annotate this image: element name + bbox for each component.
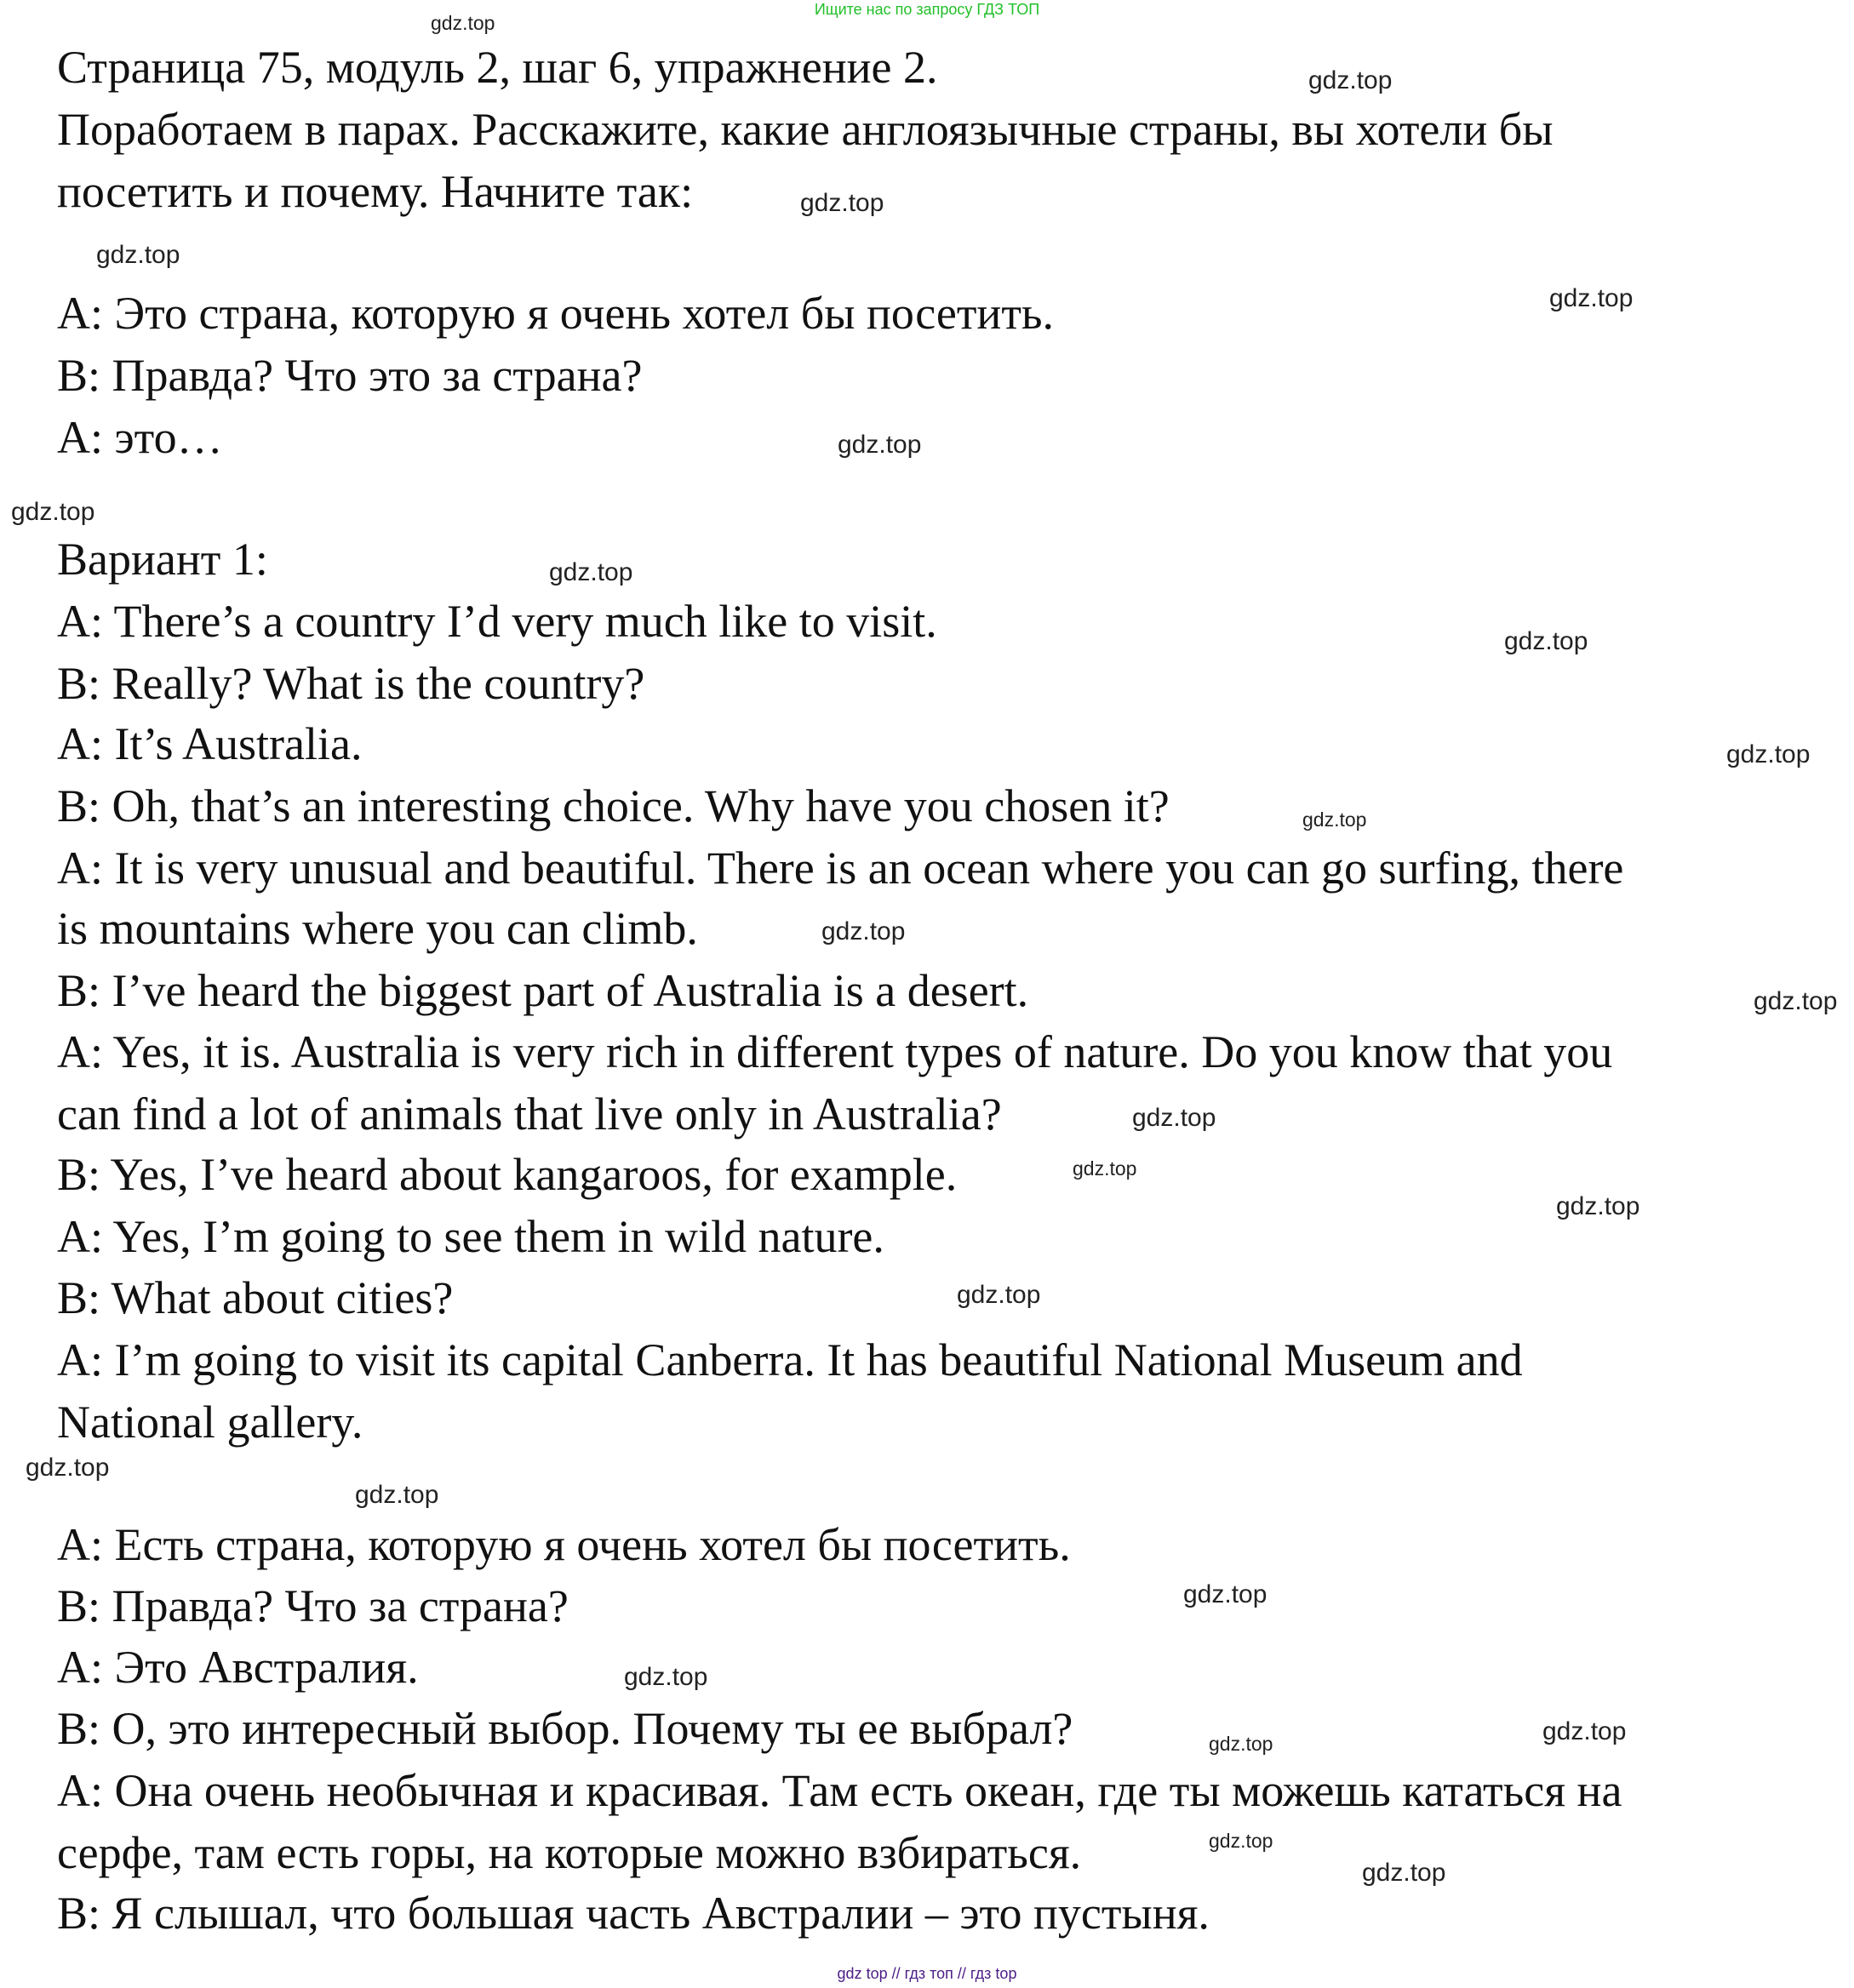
watermark: gdz.top: [1549, 284, 1634, 312]
dialogue-line: B: What about cities?: [57, 1272, 454, 1323]
translation-line: А: Есть страна, которую я очень хотел бы посетить.: [57, 1519, 1071, 1570]
task-text: Поработаем в парах. Расскажите, какие англоязычные страны, вы хотели бы: [57, 104, 1554, 155]
variant-heading: Вариант 1:: [57, 534, 268, 585]
watermark: gdz.top: [800, 189, 884, 217]
dialogue-line: B: Oh, that’s an interesting choice. Why have you chosen it?: [57, 780, 1170, 831]
dialogue-line: A: Yes, it is. Australia is very rich in different types of nature. Do you know that you: [57, 1026, 1613, 1077]
dialogue-line: A: It is very unusual and beautiful. There is an ocean where you can go surfing, there: [57, 843, 1624, 894]
dialogue-line: А: Это страна, которую я очень хотел бы посетить.: [57, 288, 1055, 339]
translation-line: А: Она очень необычная и красивая. Там есть океан, где ты можешь кататься на: [57, 1765, 1622, 1816]
watermark: gdz.top: [1183, 1580, 1267, 1608]
dialogue-line: A: There’s a country I’d very much like to visit.: [57, 596, 937, 647]
watermark: gdz.top: [1132, 1104, 1216, 1132]
watermark: gdz.top: [1362, 1859, 1446, 1887]
watermark: gdz.top: [549, 558, 633, 586]
watermark: gdz.top: [821, 917, 906, 945]
translation-line: А: Это Австралия.: [57, 1642, 419, 1693]
dialogue-line: B: Yes, I’ve heard about kangaroos, for example.: [57, 1149, 958, 1200]
translation-line: В: О, это интересный выбор. Почему ты ее выбрал?: [57, 1703, 1073, 1754]
dialogue-line: National gallery.: [57, 1397, 363, 1448]
task-text: посетить и почему. Начните так:: [57, 166, 694, 217]
watermark: gdz.top: [26, 1454, 110, 1482]
dialogue-line: A: I’m going to visit its capital Canberra. It has beautiful National Museum and: [57, 1334, 1523, 1385]
watermark: gdz.top: [355, 1481, 439, 1509]
watermark: gdz.top: [1754, 987, 1838, 1015]
watermark: gdz.top: [1302, 808, 1367, 831]
watermark: gdz.top: [11, 498, 95, 526]
dialogue-line: А: это…: [57, 412, 223, 463]
watermark: gdz.top: [624, 1663, 708, 1691]
dialogue-line: A: It’s Australia.: [57, 718, 363, 769]
watermark: gdz.top: [1504, 627, 1588, 655]
dialogue-line: В: Правда? Что это за страна?: [57, 350, 643, 401]
translation-line: В: Правда? Что за страна?: [57, 1580, 569, 1631]
exercise-heading: Страница 75, модуль 2, шаг 6, упражнение 2.: [57, 42, 938, 93]
watermark: gdz.top: [1308, 66, 1393, 94]
watermark: gdz.top: [838, 431, 922, 459]
watermark: gdz.top: [1209, 1733, 1273, 1755]
search-banner: Ищите нас по запросу ГДЗ ТОП: [814, 1, 1040, 18]
watermark: gdz.top: [957, 1281, 1041, 1309]
watermark: gdz.top: [1726, 740, 1811, 768]
dialogue-line: B: Really? What is the country?: [57, 658, 645, 709]
dialogue-line: can find a lot of animals that live only in Australia?: [57, 1088, 1002, 1140]
watermark: gdz.top: [1209, 1830, 1273, 1852]
footer-links: gdz top // гдз топ // гдз top: [837, 1965, 1017, 1982]
dialogue-line: is mountains where you can climb.: [57, 903, 698, 954]
translation-line: В: Я слышал, что большая часть Австралии – это пустыня.: [57, 1888, 1210, 1939]
watermark: gdz.top: [431, 12, 495, 34]
dialogue-line: A: Yes, I’m going to see them in wild nature.: [57, 1211, 884, 1262]
watermark: gdz.top: [1556, 1192, 1640, 1220]
translation-line: серфе, там есть горы, на которые можно взбираться.: [57, 1827, 1082, 1878]
watermark: gdz.top: [1073, 1157, 1137, 1180]
watermark: gdz.top: [96, 241, 180, 269]
dialogue-line: B: I’ve heard the biggest part of Australia is a desert.: [57, 965, 1029, 1016]
watermark: gdz.top: [1542, 1717, 1627, 1745]
